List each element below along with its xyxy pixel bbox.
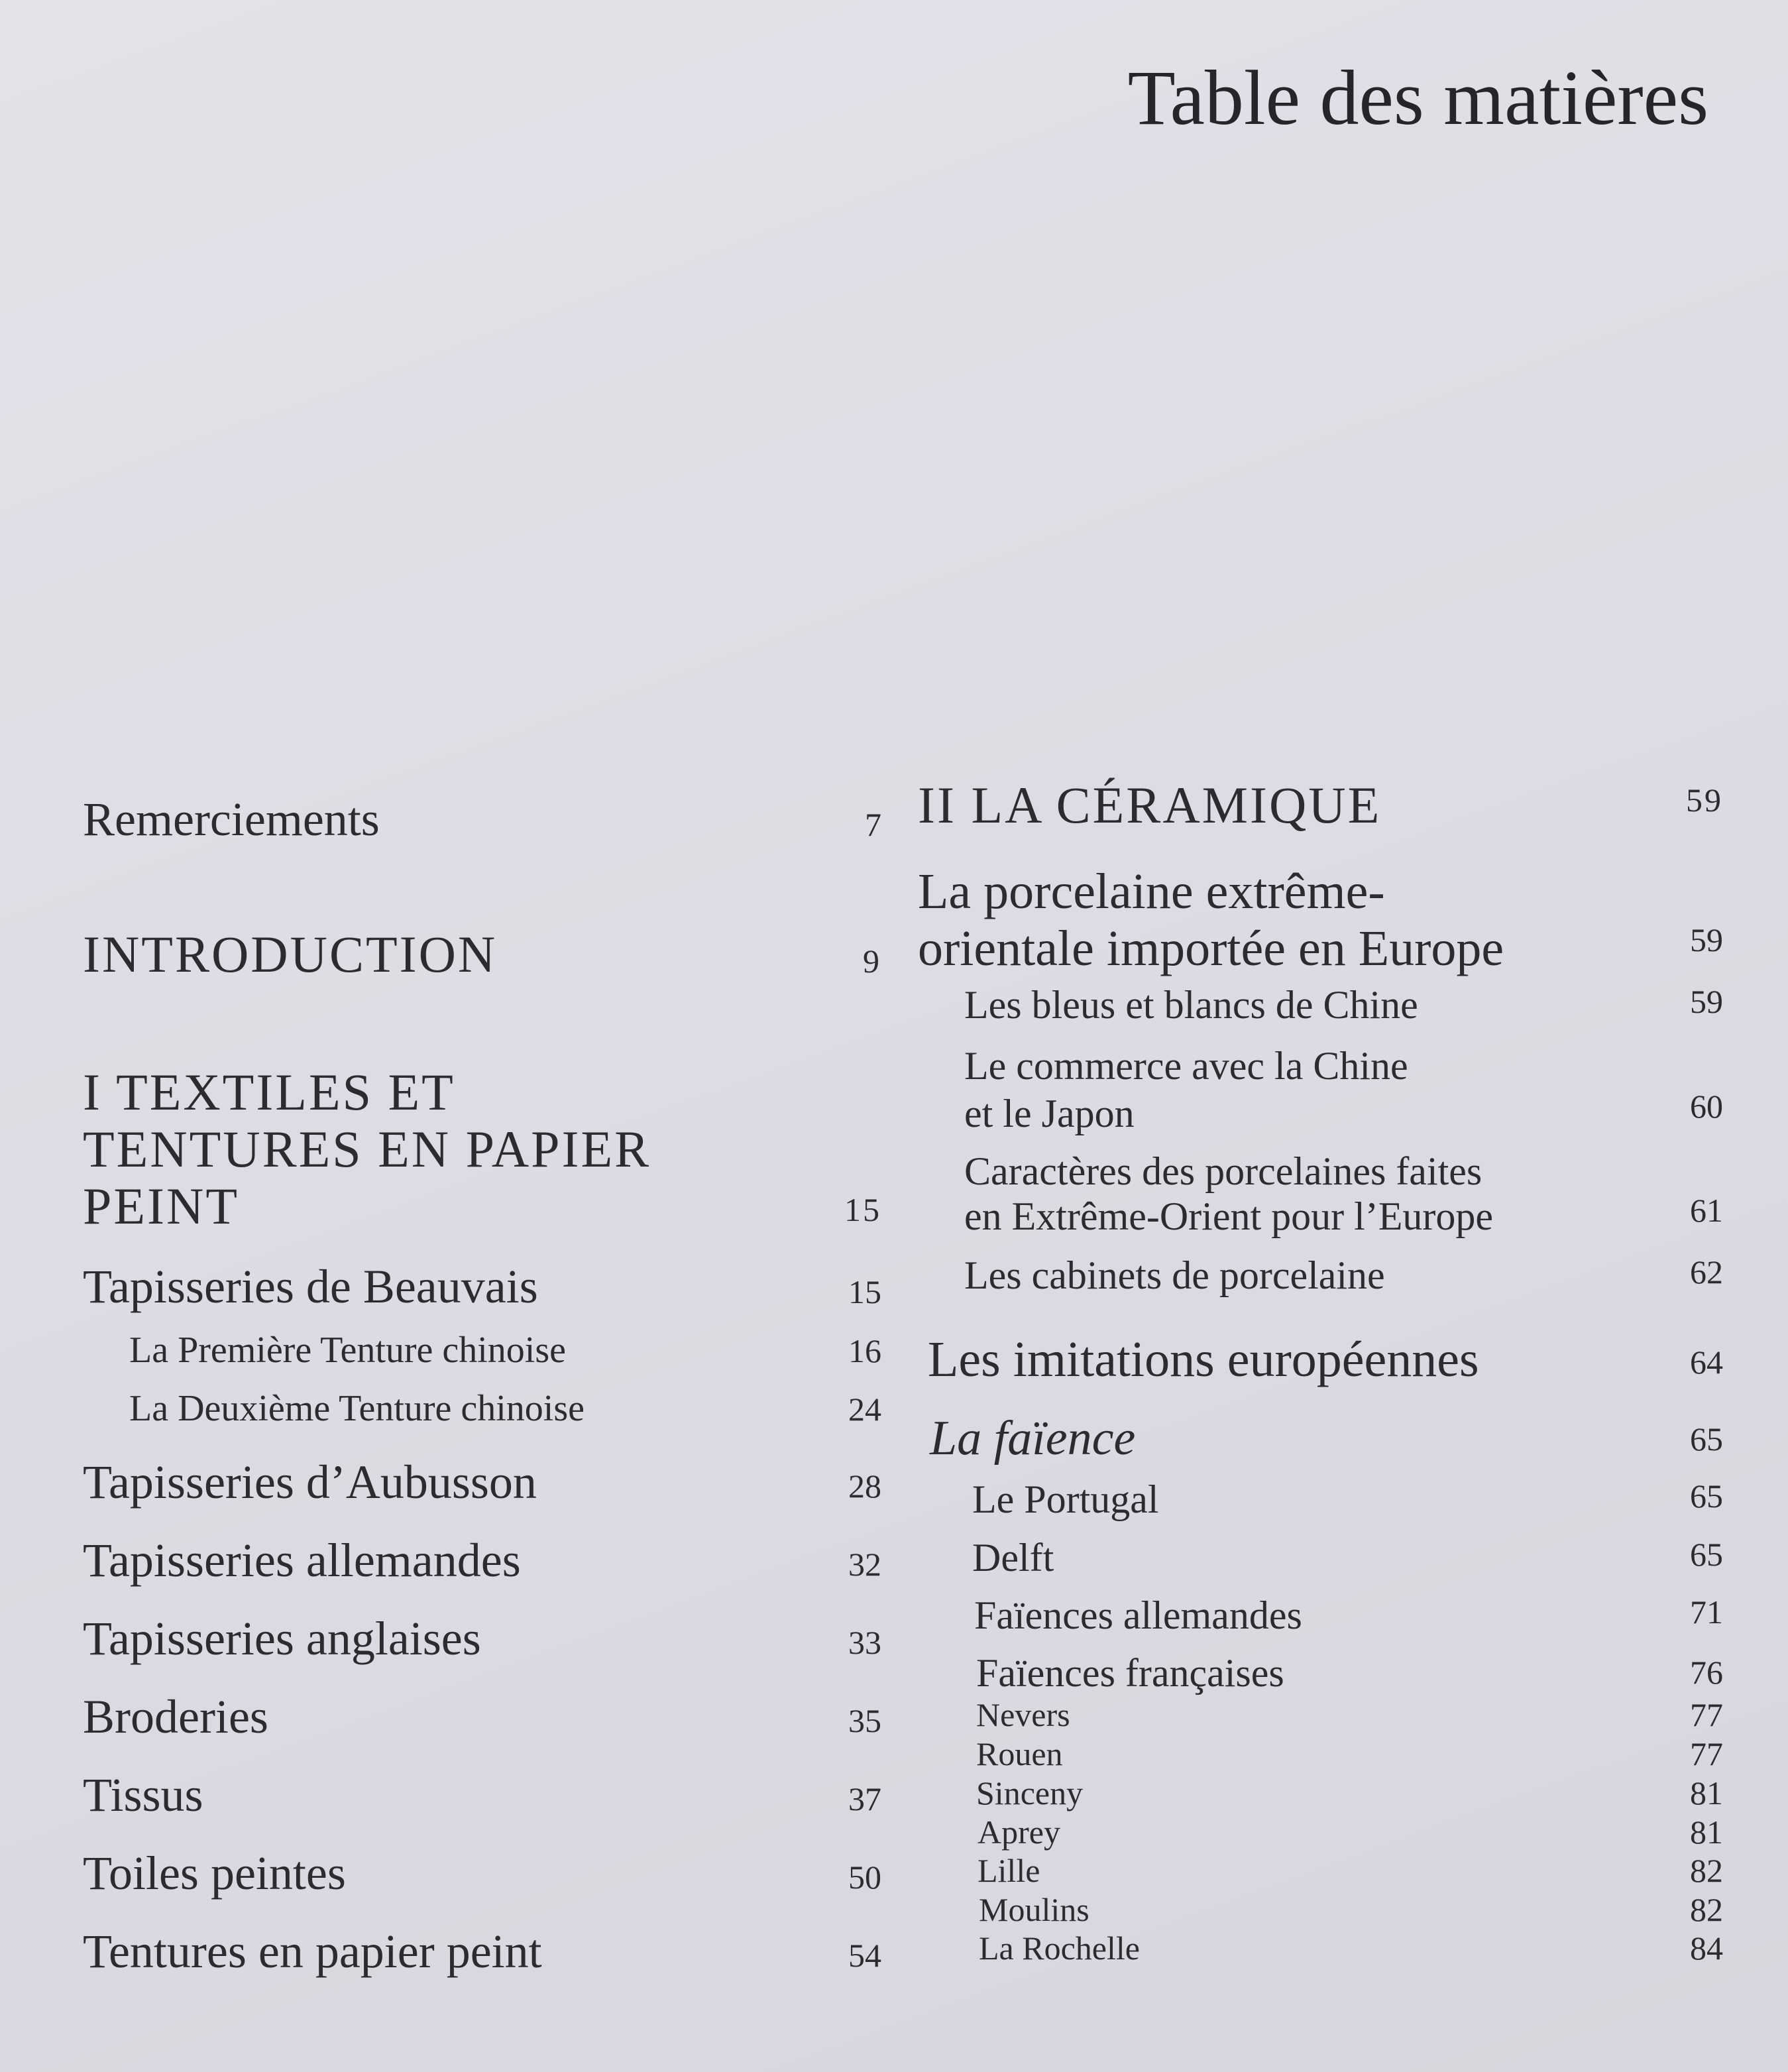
toc-subentry[interactable] (83, 1329, 881, 1375)
toc-entry[interactable] (83, 1690, 881, 1749)
toc-entry-label: Tapisseries anglaises (83, 1612, 481, 1665)
toc-entry-label-line-2: orientale importée en Europe (918, 921, 1504, 976)
toc-subentry[interactable] (918, 1149, 1723, 1241)
toc-entry-page: 81 (1690, 1813, 1723, 1851)
toc-entry-label: Tapisseries d’Aubusson (83, 1456, 537, 1509)
toc-entry-label: II LA CÉRAMIQUE (918, 776, 1382, 834)
toc-entry[interactable] (83, 1533, 881, 1593)
toc-city-entry[interactable] (918, 1929, 1723, 1967)
toc-city-entry[interactable] (918, 1696, 1723, 1734)
toc-entry-label: Tentures en papier peint (83, 1925, 542, 1978)
toc-entry-part-two[interactable] (918, 776, 1723, 835)
toc-subentry[interactable] (918, 982, 1723, 1029)
toc-subentry[interactable] (918, 1477, 1723, 1523)
toc-entry-page: 33 (848, 1624, 881, 1661)
toc-entry-label-line-2: et le Japon (964, 1092, 1135, 1135)
part-one-line-1: I TEXTILES ET (83, 1063, 455, 1121)
toc-entry-label: La Deuxième Tenture chinoise (129, 1388, 585, 1429)
toc-subentry[interactable] (918, 1253, 1723, 1299)
page-title: Table des matières (1127, 54, 1708, 141)
toc-entry-page: 76 (1690, 1654, 1723, 1691)
toc-entry-label: Nevers (976, 1696, 1070, 1733)
toc-entry-page: 50 (848, 1859, 881, 1896)
toc-entry-label: Moulins (979, 1891, 1090, 1928)
toc-city-entry[interactable] (918, 1735, 1723, 1773)
toc-entry-introduction[interactable] (83, 925, 881, 984)
toc-entry-part-one[interactable] (83, 1064, 881, 1243)
toc-entry-page: 32 (848, 1546, 881, 1583)
toc-entry-label: Tissus (83, 1768, 203, 1821)
toc-entry-page: 59 (1690, 983, 1723, 1020)
toc-entry-page: 54 (848, 1937, 881, 1974)
toc-entry-label: Les imitations européennes (928, 1332, 1479, 1387)
toc-entry-label: La Rochelle (979, 1929, 1140, 1967)
toc-subentry[interactable] (918, 1042, 1723, 1135)
toc-entry-page: 9 (863, 943, 881, 980)
toc-entry[interactable] (83, 1846, 881, 1906)
toc-entry-label-line-1: La porcelaine extrême- (918, 864, 1385, 919)
toc-entry[interactable] (83, 1924, 881, 1984)
toc-entry[interactable] (83, 1455, 881, 1515)
toc-entry-label: Rouen (976, 1735, 1063, 1772)
toc-entry-page: 37 (848, 1780, 881, 1817)
toc-entry-page: 65 (1690, 1420, 1723, 1458)
toc-entry-page: 77 (1690, 1696, 1723, 1733)
toc-entry-page: 81 (1690, 1774, 1723, 1812)
toc-entry-page: 59 (1690, 921, 1723, 958)
toc-entry-page: 28 (848, 1468, 881, 1505)
toc-entry-page: 82 (1690, 1891, 1723, 1928)
part-one-line-3: PEINT (83, 1177, 239, 1235)
toc-entry-label: Les bleus et blancs de Chine (964, 983, 1418, 1027)
toc-entry-label: Remerciements (83, 793, 380, 846)
toc-entry-label: Toiles peintes (83, 1847, 346, 1900)
toc-entry-page: 35 (848, 1702, 881, 1739)
toc-entry-page: 82 (1690, 1852, 1723, 1889)
part-one-line-2: TENTURES EN PAPIER (83, 1120, 651, 1178)
toc-subentry[interactable] (918, 1650, 1723, 1697)
toc-entry-page: 84 (1690, 1929, 1723, 1967)
toc-city-entry[interactable] (918, 1774, 1723, 1812)
toc-entry-page: 15 (848, 1273, 881, 1310)
toc-entry-page: 59 (1686, 781, 1723, 819)
toc-entry-page: 24 (848, 1391, 881, 1428)
toc-entry[interactable] (83, 1768, 881, 1827)
toc-entry-label: Le Portugal (972, 1477, 1159, 1521)
toc-entry-remerciements[interactable] (83, 792, 881, 852)
toc-entry-label: La faïence (930, 1411, 1136, 1466)
toc-entry-page: 77 (1690, 1735, 1723, 1772)
toc-entry-page: 64 (1690, 1344, 1723, 1381)
toc-entry-imitations[interactable] (918, 1331, 1723, 1391)
toc-entry-page: 65 (1690, 1536, 1723, 1573)
toc-entry-label-line-1: Caractères des porcelaines faites (964, 1149, 1482, 1193)
toc-entry-label: Tapisseries allemandes (83, 1534, 521, 1587)
toc-city-entry[interactable] (918, 1851, 1723, 1890)
toc-entry-label: Les cabinets de porcelaine (964, 1253, 1385, 1297)
toc-entry-label: La Première Tenture chinoise (129, 1330, 567, 1371)
toc-entry[interactable] (83, 1259, 881, 1319)
toc-entry-label: Tapisseries de Beauvais (83, 1260, 538, 1313)
toc-subentry[interactable] (83, 1387, 881, 1434)
toc-entry-label: Broderies (83, 1690, 268, 1743)
toc-entry-label: INTRODUCTION (83, 925, 498, 983)
toc-entry-page: 62 (1690, 1253, 1723, 1291)
toc-entry-page: 65 (1690, 1477, 1723, 1515)
toc-entry-porcelaine[interactable] (918, 863, 1723, 982)
toc-entry-faience[interactable] (918, 1410, 1723, 1470)
toc-entry-label: Faïences allemandes (974, 1593, 1302, 1637)
toc-city-entry[interactable] (918, 1813, 1723, 1851)
toc-entry[interactable] (83, 1611, 881, 1671)
toc-entry-page: 7 (865, 806, 881, 843)
toc-entry-page: 16 (848, 1332, 881, 1369)
toc-entry-page: 15 (844, 1191, 881, 1228)
toc-entry-page: 61 (1690, 1192, 1723, 1229)
toc-entry-label: Faïences françaises (976, 1651, 1284, 1695)
toc-subentry[interactable] (918, 1593, 1723, 1639)
toc-entry-label: Lille (978, 1852, 1040, 1889)
toc-entry-label: Delft (972, 1536, 1054, 1580)
toc-entry-label: Aprey (978, 1813, 1060, 1851)
toc-subentry[interactable] (918, 1535, 1723, 1582)
toc-entry-page: 71 (1690, 1593, 1723, 1631)
toc-entry-label: Sinceny (976, 1774, 1084, 1812)
toc-city-entry[interactable] (918, 1890, 1723, 1929)
toc-entry-page: 60 (1690, 1088, 1723, 1125)
toc-entry-label-line-2: en Extrême-Orient pour l’Europe (964, 1194, 1494, 1238)
toc-entry-label-line-1: Le commerce avec la Chine (964, 1044, 1408, 1088)
